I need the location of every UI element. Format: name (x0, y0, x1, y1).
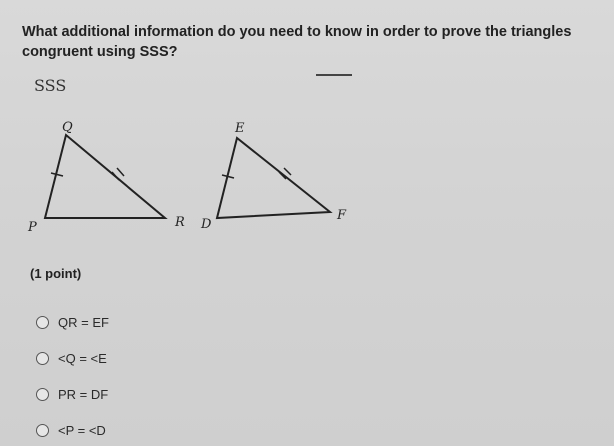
vertex-label-q: Q (62, 120, 73, 135)
option-pr-df[interactable] (36, 384, 108, 404)
vertex-label-d: D (201, 217, 212, 232)
radio-button[interactable] (36, 316, 49, 329)
triangle-def (217, 138, 330, 218)
vertex-label-f: F (337, 208, 347, 223)
radio-button[interactable] (36, 352, 49, 365)
vertex-label-p: P (28, 220, 37, 235)
option-label: <P = <D (58, 422, 106, 438)
option-angle-q-e[interactable] (36, 348, 107, 368)
radio-button[interactable] (36, 424, 49, 437)
method-label: SSS (34, 76, 67, 95)
option-qr-ef[interactable] (36, 312, 109, 332)
radio-button[interactable] (36, 388, 49, 401)
option-angle-p-d[interactable] (36, 420, 106, 440)
vertex-label-r: R (175, 215, 185, 230)
option-label: <Q = <E (58, 350, 107, 366)
option-label: PR = DF (58, 386, 109, 402)
points-label: (1 point) (30, 266, 82, 281)
question-text: What additional information do you need to know in order to prove the triangles congruent using SSS? (22, 24, 572, 60)
triangle-pqr (45, 135, 165, 218)
vertex-label-e: E (235, 121, 245, 136)
option-label: QR = EF (58, 314, 109, 330)
